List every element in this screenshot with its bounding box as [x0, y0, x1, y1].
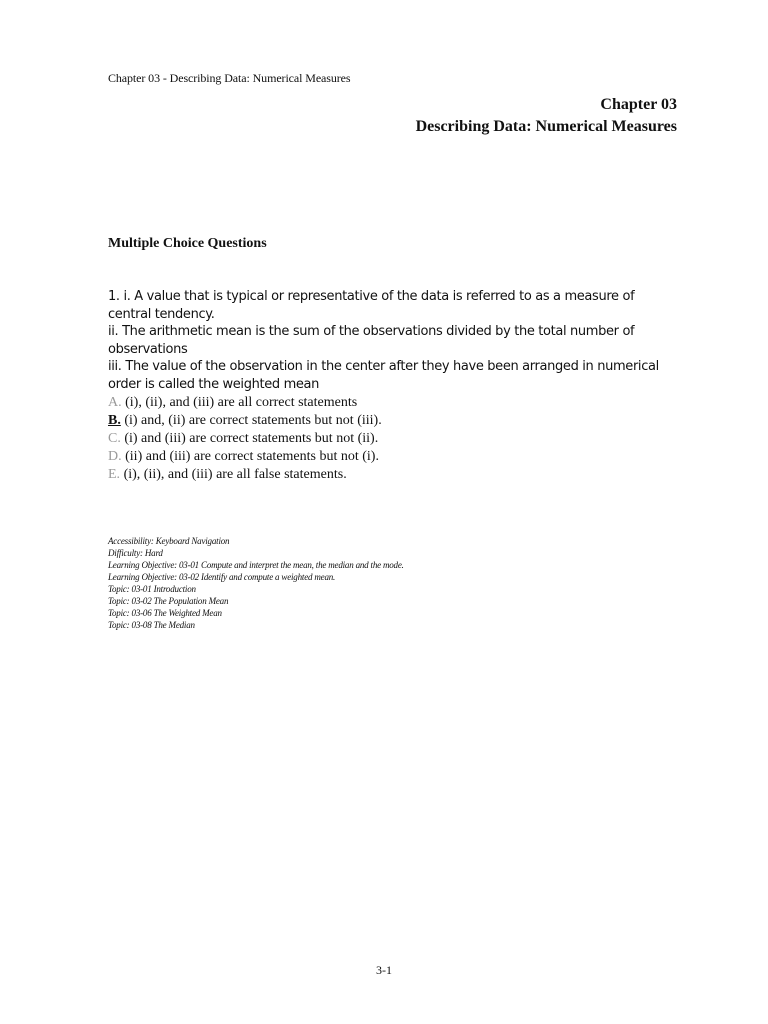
meta-learning-objective-1: Learning Objective: 03-01 Compute and interpret the mean, the median and the mode. — [108, 560, 404, 570]
section-heading: Multiple Choice Questions — [108, 236, 267, 251]
choice-c — [108, 430, 680, 448]
choice-d-letter: D. — [108, 449, 122, 464]
choice-e — [108, 466, 680, 484]
question-stem — [108, 288, 680, 393]
chapter-title: Describing Data: Numerical Measures — [415, 118, 677, 135]
question-statement-2: ii. The arithmetic mean is the sum of the observations divided by the total number of observations — [108, 324, 635, 357]
choice-b-text: (i) and, (ii) are correct statements but not (iii). — [124, 413, 382, 428]
choice-b-letter-correct: B. — [108, 413, 121, 428]
meta-topic-1: Topic: 03-01 Introduction — [108, 584, 196, 594]
meta-topic-2: Topic: 03-02 The Population Mean — [108, 596, 229, 606]
answer-choices — [108, 394, 680, 484]
choice-a-letter: A. — [108, 395, 122, 410]
chapter-title-block — [416, 94, 677, 138]
choice-d — [108, 448, 680, 466]
choice-c-letter: C. — [108, 431, 121, 446]
meta-accessibility: Accessibility: Keyboard Navigation — [108, 536, 230, 546]
choice-e-letter: E. — [108, 467, 121, 482]
question-statement-1: 1. i. A value that is typical or representative of the data is referred to as a measure of central tendency. — [108, 289, 635, 322]
choice-d-text: (ii) and (iii) are correct statements but not (i). — [125, 449, 379, 464]
choice-b — [108, 412, 680, 430]
choice-c-text: (i) and (iii) are correct statements but not (ii). — [124, 431, 379, 446]
question-statement-3: iii. The value of the observation in the center after they have been arranged in numerical order is called the weighted mean — [108, 359, 659, 392]
meta-difficulty: Difficulty: Hard — [108, 548, 163, 558]
running-header: Chapter 03 - Describing Data: Numerical Measures — [108, 71, 351, 85]
choice-a — [108, 394, 680, 412]
meta-topic-3: Topic: 03-06 The Weighted Mean — [108, 608, 222, 618]
chapter-number: Chapter 03 — [600, 96, 677, 113]
meta-topic-4: Topic: 03-08 The Median — [108, 620, 195, 630]
question-metadata — [108, 535, 404, 631]
page-number: 3-1 — [376, 963, 392, 977]
choice-a-text: (i), (ii), and (iii) are all correct statements — [125, 395, 358, 410]
choice-e-text: (i), (ii), and (iii) are all false statements. — [123, 467, 347, 482]
meta-learning-objective-2: Learning Objective: 03-02 Identify and compute a weighted mean. — [108, 572, 336, 582]
